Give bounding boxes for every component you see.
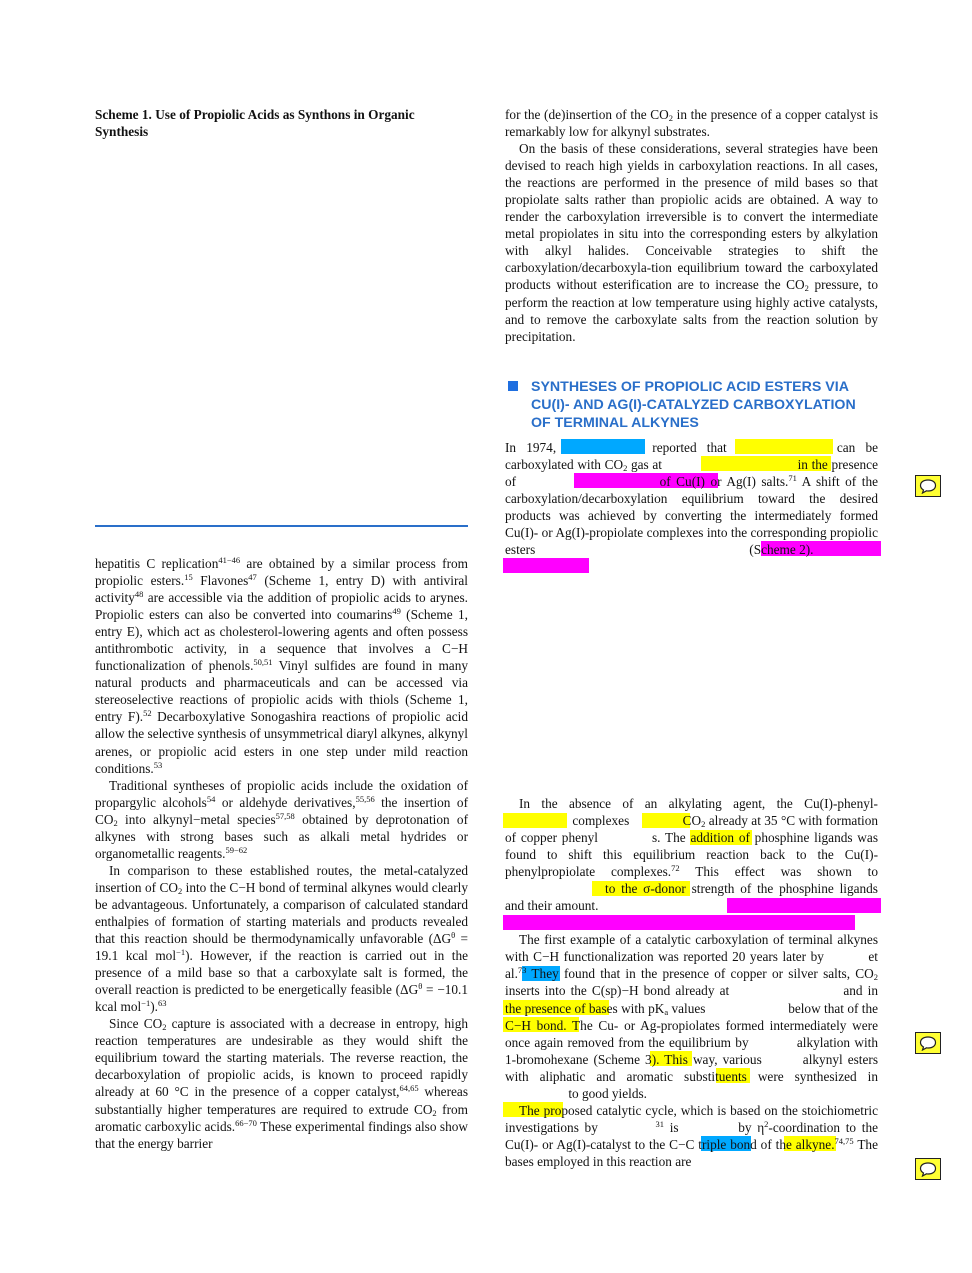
lower-paragraph-2: The first example of a catalytic carboxylation of terminal alkynes with C−H functionalization was reported 20 years later by et al.$^{73}$ They found that in the presence of copper or silver salts, $CO_2$ inserts into the C(sp)−H bond already at and in the presence of bases with $pK_a$ values below that of the C−H bond. The Cu- or Ag-propiolates formed intermediately were once again removed from the equilibrium by alkylation with 1-bromohexane (Scheme 3). This way, various alkynyl esters with aliphatic and aromatic substituents were synthesized in to good yields. <box>505 932 879 1101</box>
section-bullet-icon <box>508 381 518 391</box>
section-heading <box>508 378 878 432</box>
right-column-top-text <box>505 106 878 345</box>
left-paragraph-2: Traditional syntheses of propiolic acids include the oxidation of propargylic alcohols$^{54}$ or aldehyde derivatives,$^{55,56}$ the insertion of $CO_2$ into alkynyl−metal species$^{57,58}$ obtained by deprotonation of alkynes with strong bases such as alkali metal hydrides or organometallic reagents.$^{59-62}$ <box>95 777 469 861</box>
right-paragraph-2: On the basis of these considerations, several strategies have been devised to reach high yields in carboxylation reactions. In all cases, the reactions are performed in the presence of mild bases so that propiolate salts rather than propiolic acids are obtained. A way to render the carboxylation irreversible is to convert the intermediate metal propiolates in situ into the corresponding esters by alkylation with alkyl halides. Conceivable strategies to shift the carboxylation/decarboxyla-tion equilibrium toward the carboxylated products without esterification are to increase the $CO_2$ pressure, to perform the reaction at low temperature using highly active catalysts, and to remove the carboxylate salts from the reaction solution by precipitation. <box>505 141 878 344</box>
left-paragraph-1: hepatitis C replication$^{41-46}$ are obtained by a similar process from propiolic esters.$^{15}$ Flavones$^{47}$ (Scheme 1, entry D) with antiviral activity$^{48}$ are accessible via the addition of propiolic acids to arynes. Propiolic esters can also be converted into coumarins$^{49}$ (Scheme 1, entry E), which act as cholesterol-lowering agents and often possess antithrombotic activity, in a sequence that involves a C−H functionalization of phenols.$^{50,51}$ Vinyl sulfides are found in many natural products and pharmaceuticals and can be accessed via stereoselective reactions of propiolic acids with thiols (Scheme 1, entry F).$^{52}$ Decarboxylative Sonogashira reactions of propiolic acid allow the selective synthesis of unsymmetrical diaryl alkynes, alkynyl arenes, or propiolic acid esters in one step under mild reaction conditions.$^{53}$ <box>95 555 469 776</box>
left-column-text <box>95 555 468 1152</box>
scheme-divider <box>95 525 468 527</box>
section-heading-line-1: SYNTHESES OF PROPIOLIC ACID ESTERS VIA <box>531 379 849 395</box>
comment-icon[interactable] <box>915 1158 941 1180</box>
lower-paragraph-3: The proposed catalytic cycle, which is based on the stoichiometric investigations by $^{31}$ is by $\eta^2$-coordination to the Cu(I)- or Ag(I)-catalyst to the C−C triple bond of the alkyne.$^{74,75}$ The bases employed in this reaction are <box>505 1102 878 1169</box>
right-column-lower-text <box>505 795 878 1170</box>
right-column-section-text <box>505 439 878 558</box>
comment-icon[interactable] <box>915 475 941 497</box>
section-heading-line-3: OF TERMINAL ALKYNES <box>531 415 699 431</box>
scheme-title <box>95 106 467 140</box>
left-paragraph-3: In comparison to these established routes, the metal-catalyzed insertion of $CO_2$ into the C−H bond of terminal alkynes would clearly be advantageous. Unfortunately, a comparison of calculated standard enthalpies of formation of starting materials and products revealed that this reaction should be thermodynamically unfavorable ($\Delta G^\theta = 19.1$ kcal mol$^{-1}$). However, if the reaction is carried out in the presence of a mild base so that a carboxylate salt is formed, the overall reaction is predicted to be energetically feasible ($\Delta G^\theta = -10.1$ kcal mol$^{-1}$).$^{63}$ <box>95 862 469 1015</box>
section-paragraph-1: In 1974, reported that can be carboxylated with $CO_2$ gas at in the presence of of Cu(I) or Ag(I) salts.$^{71}$ A shift of the carboxylation/decarboxylation equilibrium toward the desired products was achieved by converting the intermediately formed Cu(I)- or Ag(I)-propiolate complexes into the corresponding propiolic esters (Scheme 2). <box>505 440 878 558</box>
lower-paragraph-1: In the absence of an alkylating agent, the Cu(I)-phenyl- complexes $CO_2$ already at 35 °C with formation of copper phenyl s. The addition of phosphine ligands was found to shift this equilibrium reaction back to the Cu(I)-phenylpropiolate complexes.$^{72}$ This effect was shown to to the σ-donor strength of the phosphine ligands and their amount. <box>505 796 879 914</box>
comment-icon[interactable] <box>915 1032 941 1054</box>
left-paragraph-4: Since $CO_2$ capture is associated with a decrease in entropy, high reaction temperatures are undesirable as they would shift the equilibrium toward the starting materials. The reverse reaction, the decarboxylation of propiolic acids, is known to proceed rapidly already at 60 °C in the presence of a copper catalyst,$^{64,65}$ whereas substantially higher temperatures are required to extrude $CO_2$ from aromatic carboxylic acids.$^{66-70}$ These experimental findings also show that the energy barrier <box>95 1016 468 1151</box>
section-heading-line-2: CU(I)- AND AG(I)-CATALYZED CARBOXYLATION <box>531 397 856 413</box>
right-paragraph-1: for the (de)insertion of the $CO_2$ in the presence of a copper catalyst is remarkably low for alkynyl substrates. <box>505 107 878 140</box>
redaction-magenta <box>503 558 589 573</box>
scheme-title-text: Scheme 1. Use of Propiolic Acids as Synthons in Organic Synthesis <box>95 107 415 139</box>
